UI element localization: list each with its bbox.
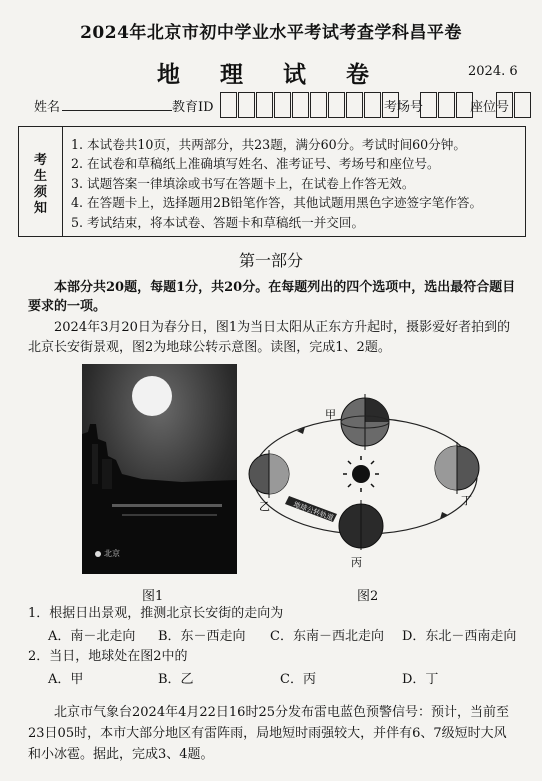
seat-boxes[interactable] — [496, 92, 532, 118]
figure1-caption: 图1 — [142, 589, 164, 604]
q2-option-c[interactable]: C．丙 — [280, 672, 316, 687]
name-field[interactable] — [62, 110, 172, 111]
note-item: 5. 考试结束，将本试卷、答题卡和草稿纸一并交回。 — [71, 214, 365, 230]
note-item: 3. 试题答案一律填涂或书写在答题卡上，在试卷上作答无效。 — [71, 175, 415, 191]
subject-title: 地 理 试 卷 — [156, 61, 386, 88]
edu-id-boxes[interactable] — [220, 92, 400, 118]
photo-watermark: 北京 — [104, 549, 120, 558]
label-jia: 甲 — [325, 408, 336, 421]
q2-option-b[interactable]: B．乙 — [158, 672, 194, 687]
figure1-sunrise-photo — [82, 364, 237, 574]
exam-title: 2024年北京市初中学业水平考试考查学科昌平卷 — [80, 23, 462, 43]
note-item: 4. 在答题卡上，选择题用2B铅笔作答，其他试题用黑色字迹签字笔作答。 — [71, 195, 483, 211]
q2-stem: 2．当日，地球处在图2中的 — [28, 649, 188, 664]
name-label: 姓名 — [34, 100, 61, 115]
passage2-line3: 和小冰雹。据此，完成3、4题。 — [28, 747, 214, 762]
orbit-label: 地球公转轨道 — [292, 500, 335, 523]
notes-list — [71, 135, 521, 232]
earth-yi — [249, 450, 289, 498]
seat-label: 座位号 — [470, 100, 510, 115]
q1-stem: 1．根据日出景观，推测北京长安街的走向为 — [28, 606, 284, 621]
edu-id-label: 教育ID — [172, 100, 214, 115]
q1-option-d[interactable]: D．东北－西南走向 — [402, 629, 517, 644]
label-ding: 丁 — [461, 494, 472, 507]
label-yi: 乙 — [259, 500, 270, 513]
passage2-line2: 23日05时，本市大部分地区有雷阵雨，局地短时雨强较大，并伴有6、7级短时大风 — [28, 726, 507, 741]
earth-ding — [435, 442, 479, 494]
intro-line2: 北京长安街景观，图2为地球公转示意图。读图，完成1、2题。 — [28, 340, 391, 355]
note-item: 1. 本试卷共10页，共两部分，共23题，满分60分。考试时间60分钟。 — [71, 137, 466, 152]
earth-jia — [341, 394, 389, 450]
earth-bing — [339, 500, 383, 550]
part1-instructions: 本部分共20题，每题1分，共20分。在每题列出的四个选项中，选出最符合题目要求的一项。 — [28, 280, 516, 314]
label-bing: 丙 — [351, 556, 362, 569]
q2-option-d[interactable]: D．丁 — [402, 672, 439, 687]
q1-option-c[interactable]: C．东南－西北走向 — [270, 629, 384, 644]
q1-option-a[interactable]: A．南－北走向 — [48, 629, 136, 644]
figure2-caption: 图2 — [357, 589, 379, 604]
figure2-orbit-diagram — [245, 384, 490, 574]
part1-title: 第一部分 — [238, 251, 303, 270]
q1-option-b[interactable]: B．东－西走向 — [158, 629, 246, 644]
sun-disk — [132, 376, 172, 416]
note-item: 2. 在试卷和草稿纸上准确填写姓名、准考证号、考场号和座位号。 — [71, 156, 440, 172]
passage2-line1: 北京市气象台2024年4月22日16时25分发布雷电蓝色预警信号：预计，当前至 — [54, 705, 509, 720]
notes-side-label: 考 生 须 知 — [19, 127, 63, 236]
exam-room-boxes[interactable] — [420, 92, 474, 118]
candidate-notes-box — [18, 126, 526, 237]
intro-line1: 2024年3月20日为春分日，图1为当日太阳从正东方升起时，摄影爱好者拍到的 — [54, 320, 511, 335]
exam-date: 2024. 6 — [468, 64, 518, 79]
sun-icon — [343, 456, 379, 492]
q2-option-a[interactable]: A．甲 — [48, 672, 84, 687]
exam-room-label: 考场号 — [384, 100, 424, 115]
